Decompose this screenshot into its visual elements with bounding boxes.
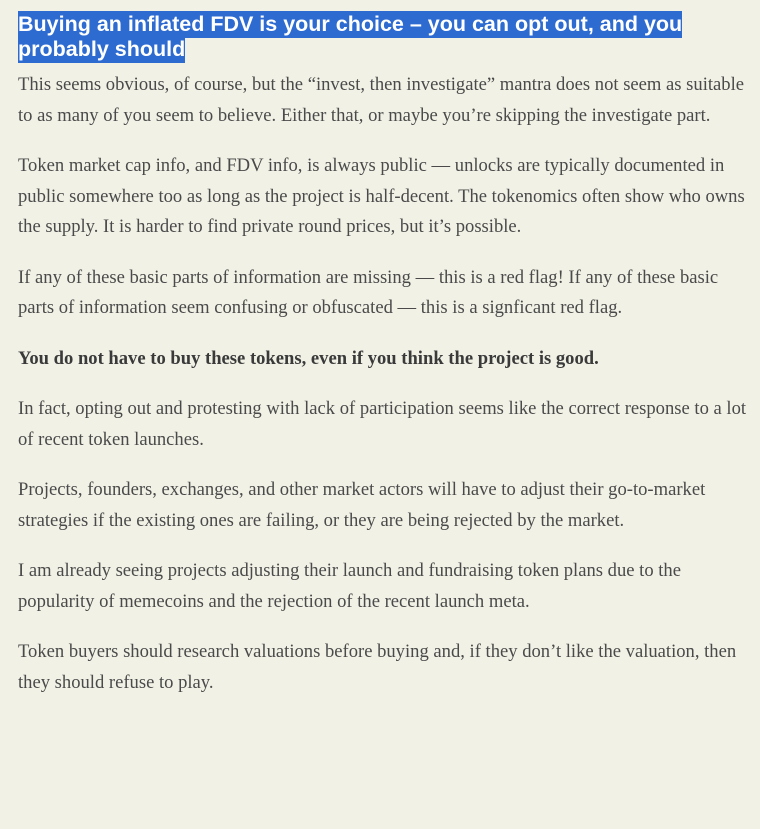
selected-heading-text[interactable]: Buying an inflated FDV is your choice – you can opt out, and you probably should xyxy=(18,12,683,61)
article-body xyxy=(18,12,748,698)
bold-paragraph: You do not have to buy these tokens, even if you think the project is good. xyxy=(18,347,599,369)
paragraph: If any of these basic parts of information are missing — this is a red flag! If any of these basic parts of information seem confusing or obfuscated — this is a signficant red flag. xyxy=(18,266,719,318)
paragraph: Token market cap info, and FDV info, is always public — unlocks are typically documented in public somewhere too as long as the project is half-decent. The tokenomics often show who owns the supply. It is harder to find private round prices, but it’s possible. xyxy=(18,155,745,237)
paragraph: Token buyers should research valuations before buying and, if they don’t like the valuation, then they should refuse to play. xyxy=(18,641,737,693)
paragraph: This seems obvious, of course, but the “invest, then investigate” mantra does not seem as suitable to as many of you seem to believe. Either that, or maybe you’re skipping the investigate part. xyxy=(18,74,745,126)
paragraph: Projects, founders, exchanges, and other market actors will have to adjust their go-to-market strategies if the existing ones are failing, or they are being rejected by the market. xyxy=(18,479,706,531)
paragraph: I am already seeing projects adjusting their launch and fundraising token plans due to the popularity of memecoins and the rejection of the recent launch meta. xyxy=(18,560,681,612)
paragraph: In fact, opting out and protesting with lack of participation seems like the correct response to a lot of recent token launches. xyxy=(18,398,747,450)
section-heading[interactable] xyxy=(18,12,748,62)
